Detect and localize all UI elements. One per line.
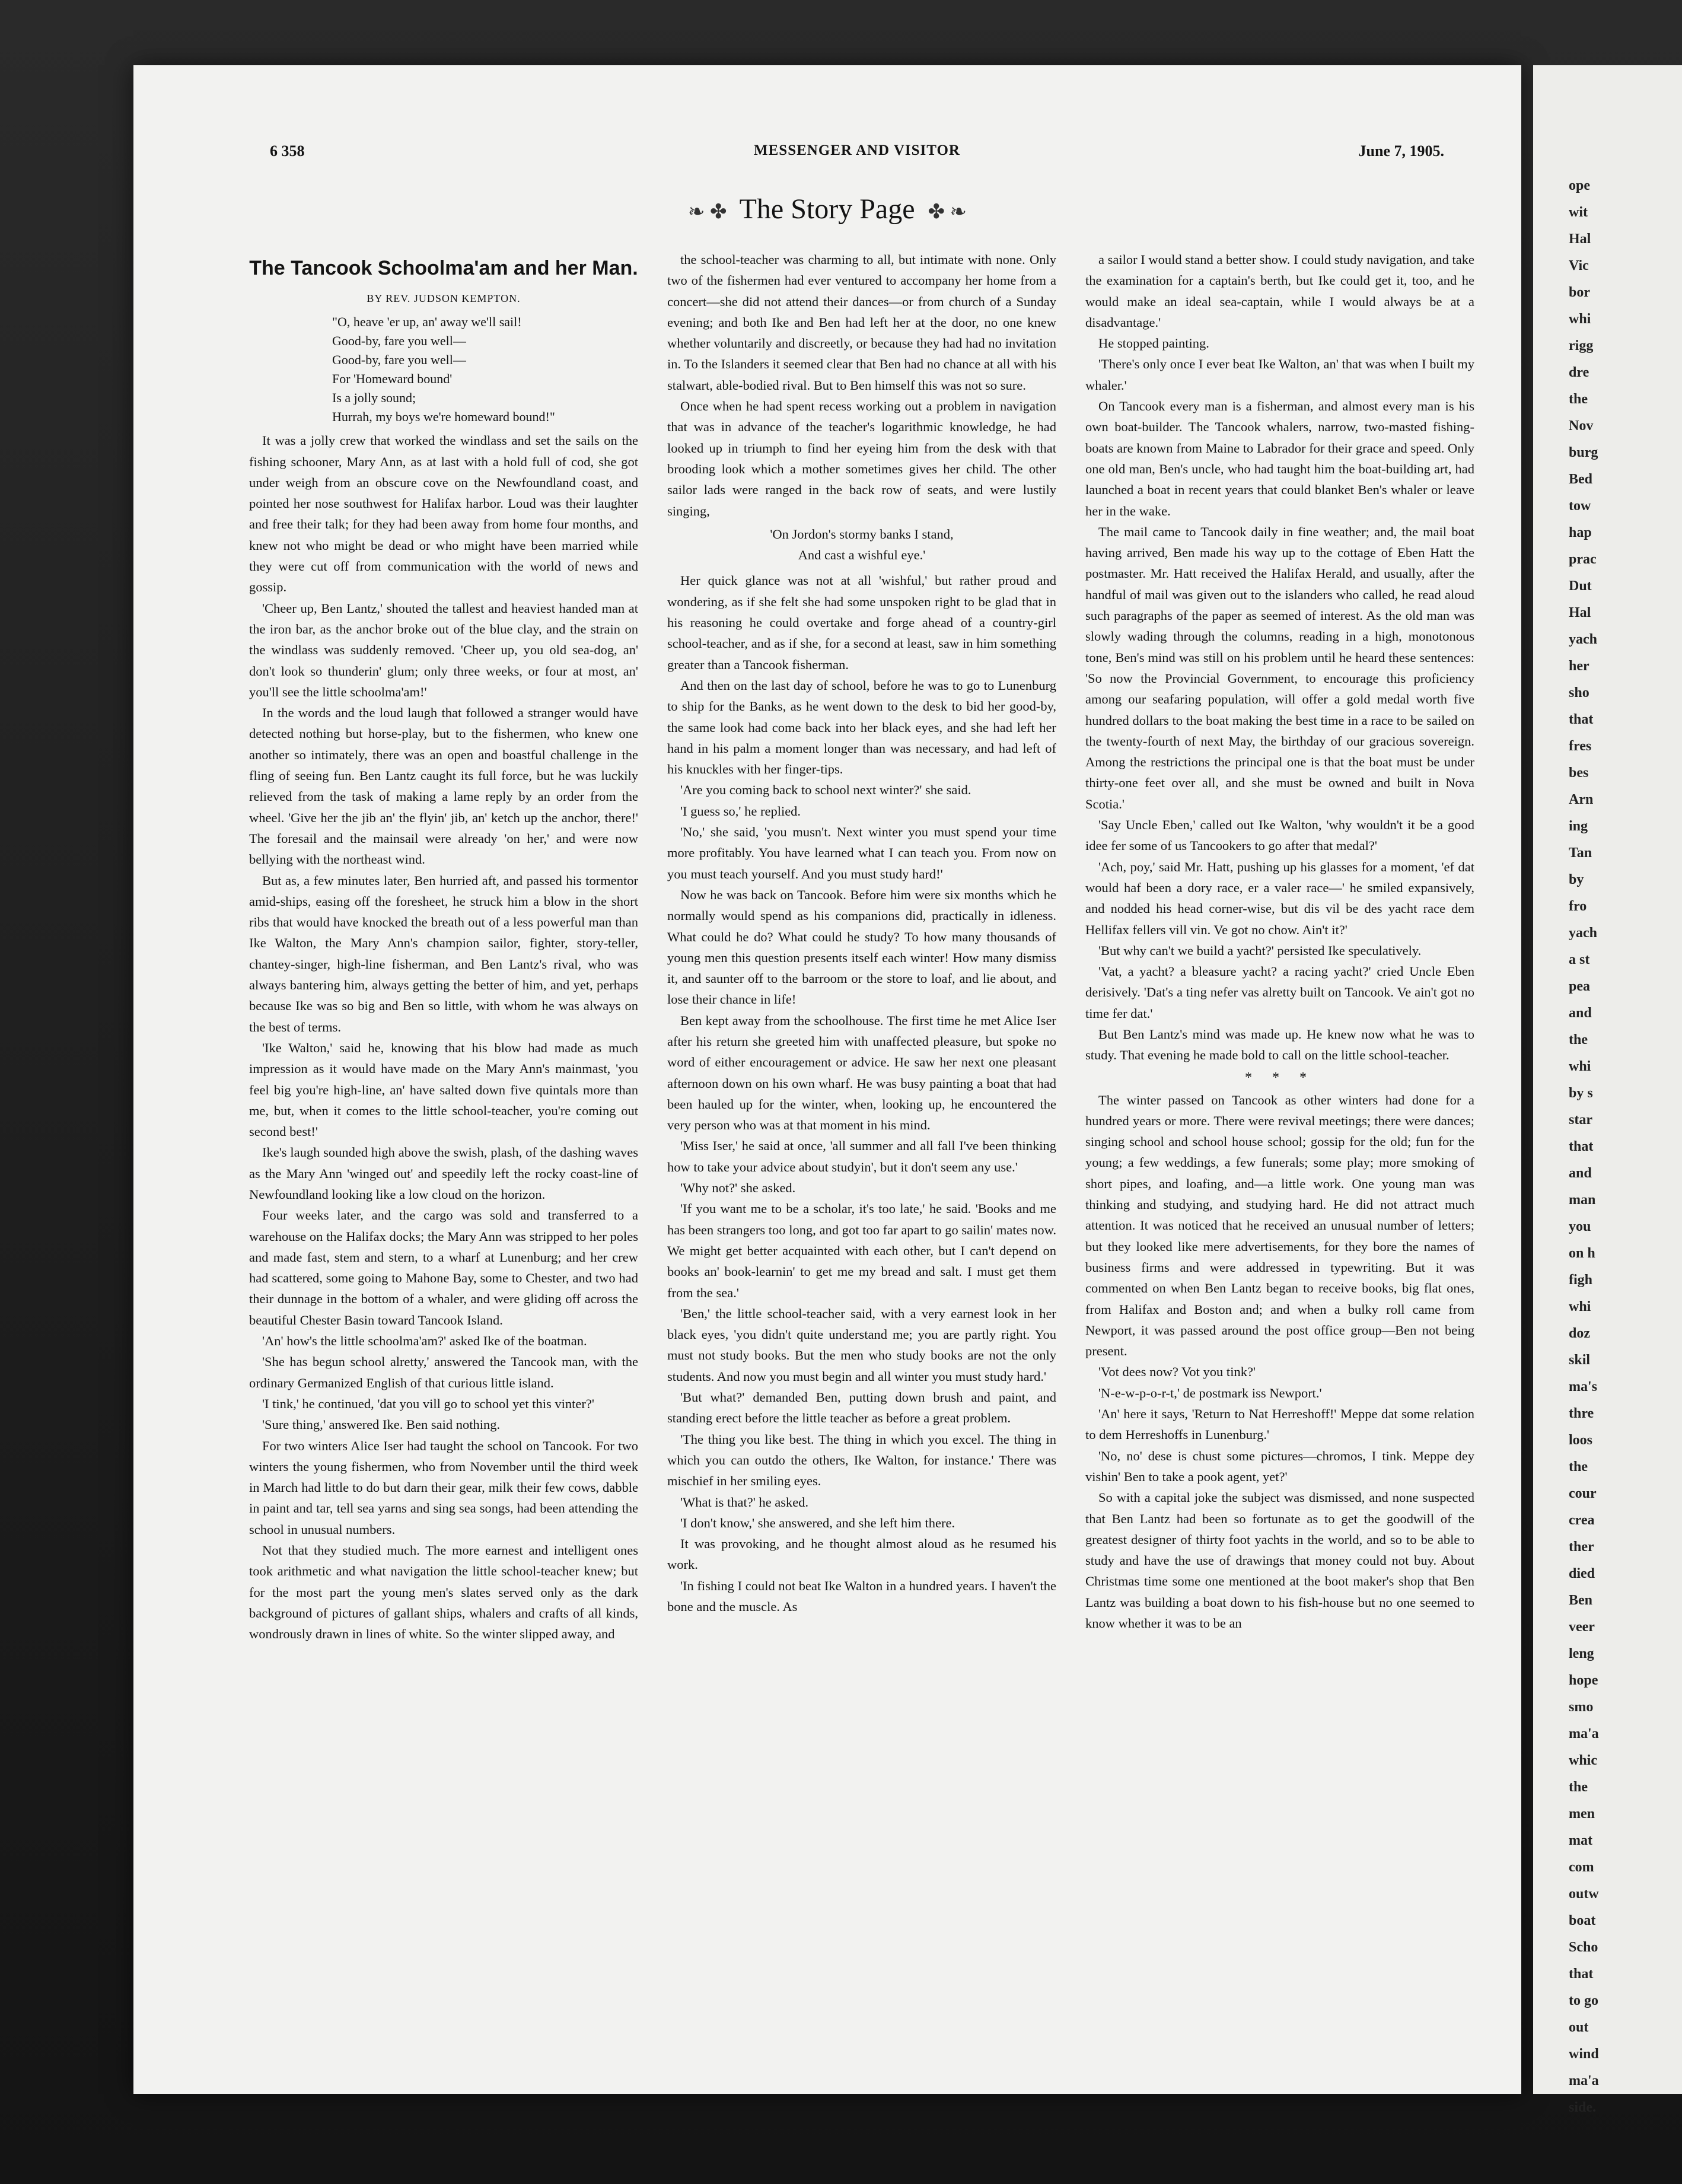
story-paragraph: 'Ike Walton,' said he, knowing that his blow had made as much impression as it would have made on the Mary Ann's mainmast, 'you feel big you're high-line, an' have salted down five quintals more than me, but, when it comes to the little school-teacher, you're coming out second best!': [249, 1040, 638, 1139]
story-paragraph: In the words and the loud laugh that followed a stranger would have detected nothing but horse-play, but to the fishermen, who knew one another so intimately, there was an open and boastful challenge in the fling of seeing fun. Ben Lantz caught its full force, but he was luckily relieved from the task of making a lame reply by an order from the wheel. 'Give her the jib an' the flyin' jib, an' ketch up the anchor, there!' The foresail and the mainsail were already 'on her,' and were now bellying with the northeast wind.: [249, 705, 638, 867]
story-paragraph: 'I don't know,' she answered, and she left him there.: [680, 1515, 955, 1530]
story-paragraph: 'What is that?' he asked.: [680, 1494, 809, 1510]
adjacent-text-fragment: hap: [1569, 525, 1592, 540]
story-paragraph: The mail came to Tancook daily in fine weather; and, the mail boat having arrived, Ben made his way up to the cottage of Eben Hatt the postmaster. Mr. Hatt received the Halifax Herald, and usually, after the handful of mail was given out to the islanders who called, he read aloud such paragraphs of the paper as seemed of interest. As the old man was slowly wading through the columns, reading in a high, monotonous tone, Ben's mind was still on his problem until he heard these sentences: 'So now the Provincial Government, to encourage this proficiency among our seafaring population, will offer a gold medal worth five hundred dollars to the boat making the best time in a race to be sailed on the twenty-fourth of next May, the birthday of our gracious sovereign. Among the restrictions the principal one is that the boat must be under thirty-one feet over all, and she must be owned and built in Nova Scotia.': [1085, 524, 1474, 811]
adjacent-text-fragment: ma'a: [1569, 2073, 1599, 2089]
story-paragraph: 'If you want me to be a scholar, it's too late,' he said. 'Books and me has been strangers too long, and got too far apart to go sailin' mates now. We might get better acquainted with each other, but I can't depend on books an' book-learnin' to get me my bread and salt. I must get them from the sea.': [667, 1201, 1056, 1300]
verse-line: Good-by, fare you well—: [332, 333, 466, 349]
story-paragraph: 'An' here it says, 'Return to Nat Herreshoff!' Meppe dat some relation to dem Herreshoffs in Lunenburg.': [1085, 1406, 1474, 1443]
adjacent-text-fragment: figh: [1569, 1272, 1593, 1288]
adjacent-text-fragment: out: [1569, 2020, 1589, 2035]
story-paragraph: 'Why not?' she asked.: [680, 1180, 796, 1196]
adjacent-text-fragment: whi: [1569, 1299, 1591, 1314]
column-3: [1085, 249, 1474, 2076]
adjacent-text-fragment: skil: [1569, 1352, 1591, 1368]
story-paragraph: 'No, no' dese is chust some pictures—chromos, I tink. Meppe dey vishin' Ben to take a pook agent, yet?': [1085, 1448, 1474, 1484]
story-paragraph: He stopped painting.: [1098, 336, 1209, 351]
adjacent-text-fragment: tow: [1569, 498, 1591, 514]
story-paragraph: On Tancook every man is a fisherman, and almost every man is his own boat-builder. The Tancook whalers, narrow, two-masted fishing-boats are known from Maine to Labrador for their grace and speed. Only one old man, Ben's uncle, who had taught him the boat-building art, had launched a boat in recent years that could blanket Ben's whaler or leave her in the wake.: [1085, 399, 1474, 518]
adjacent-page-edge: [1533, 65, 1682, 2115]
adjacent-text-fragment: whi: [1569, 311, 1591, 327]
adjacent-text-fragment: the: [1569, 1459, 1588, 1475]
story-paragraph: Her quick glance was not at all 'wishful,' but rather proud and wondering, as if she felt she had some unspoken right to be glad that in his reasoning he could overtake and forge ahead of a country-girl school-teacher, and as if she, for a second at least, saw in him something greater than a Tancook fisherman.: [667, 573, 1056, 672]
adjacent-text-fragment: Hal: [1569, 605, 1591, 620]
verse-line: Is a jolly sound;: [332, 390, 416, 406]
adjacent-text-fragment: the: [1569, 391, 1588, 407]
story-paragraph: 'Vat, a yacht? a bleasure yacht? a racing yacht?' cried Uncle Eben derisively. 'Dat's a ting nefer vas alretty built on Tancook. Ve ain't got no time fer dat.': [1085, 964, 1474, 1021]
story-paragraph: 'Sure thing,' answered Ike. Ben said nothing.: [262, 1417, 501, 1432]
section-title: [133, 193, 1521, 225]
adjacent-text-fragment: that: [1569, 712, 1594, 727]
adjacent-text-fragment: wit: [1569, 205, 1588, 220]
adjacent-text-fragment: boat: [1569, 1913, 1596, 1928]
story-paragraph: 'Cheer up, Ben Lantz,' shouted the tallest and heaviest handed man at the iron bar, as the anchor broke out of the blue clay, and the strain on the windlass was suddenly removed. 'Cheer up, you old sea-dog, an' don't look so thunderin' glum; only three weeks, or four at most, an' you'll see the little schoolma'am!': [249, 600, 638, 699]
adjacent-text-fragment: bor: [1569, 285, 1590, 300]
column-3-body: [1085, 249, 1474, 1634]
adjacent-text-fragment: to go: [1569, 1993, 1598, 2008]
adjacent-text-fragment: man: [1569, 1192, 1596, 1208]
column-1: [249, 249, 638, 2076]
adjacent-text-fragment: you: [1569, 1219, 1591, 1234]
story-paragraph: 'Ben,' the little school-teacher said, with a very earnest look in her black eyes, 'you didn't quite understand me; you are partly right. You must not study books. But the men who study books are not the only students. And now you must begin and all winter you must study hard.': [667, 1306, 1056, 1384]
adjacent-text-fragment: veer: [1569, 1619, 1595, 1635]
story-paragraph: 'I tink,' he continued, 'dat you vill go to school yet this vinter?': [262, 1396, 594, 1411]
adjacent-text-fragment: Ben: [1569, 1593, 1593, 1608]
adjacent-text-fragment: that: [1569, 1139, 1594, 1154]
story-paragraph: 'Vot dees now? Vot you tink?': [1098, 1364, 1256, 1380]
masthead: [270, 142, 1444, 178]
verse-line: "O, heave 'er up, an' away we'll sail!: [332, 314, 522, 330]
adjacent-text-fragment: Scho: [1569, 1940, 1598, 1955]
adjacent-text-fragment: prac: [1569, 552, 1597, 567]
byline: BY REV. JUDSON KEMPTON.: [367, 292, 521, 304]
adjacent-text-fragment: thre: [1569, 1406, 1594, 1421]
story-paragraph: 'Are you coming back to school next winter?' she said.: [680, 782, 971, 798]
adjacent-text-fragment: ope: [1569, 178, 1590, 193]
story-paragraph: 'But what?' demanded Ben, putting down brush and paint, and standing erect before the little teacher as before a great problem.: [667, 1390, 1056, 1426]
verse-line: Hurrah, my boys we're homeward bound!": [332, 409, 555, 425]
adjacent-text-fragment: pea: [1569, 979, 1590, 994]
story-paragraph: 'Miss Iser,' he said at once, 'all summer and all fall I've been thinking how to take your advice about studyin', but it don't seem any use.': [667, 1138, 1056, 1174]
adjacent-text-fragment: star: [1569, 1112, 1592, 1128]
story-paragraph: So with a capital joke the subject was dismissed, and none suspected that Ben Lantz had been so fortunate as to get the goodwill of the greatest designer of thirty foot yachts in the world, and so to be able to study and have the use of drawings that money could not buy. About Christmas time some one mentioned at the boot maker's shop that Ben Lantz was building a boat down to his fish-house but no one seemed to know whether it was to be an: [1085, 1490, 1474, 1631]
adjacent-text-fragment: leng: [1569, 1646, 1594, 1661]
section-title-text: The Story Page: [739, 193, 915, 225]
story-paragraph: 'But why can't we build a yacht?' persisted Ike speculatively.: [1098, 943, 1422, 958]
adjacent-text-fragment: whic: [1569, 1753, 1597, 1768]
adjacent-text-fragment: by s: [1569, 1085, 1593, 1101]
adjacent-text-fragment: her: [1569, 658, 1589, 674]
story-paragraph: It was provoking, and he thought almost aloud as he resumed his work.: [667, 1536, 1056, 1572]
column-1-body: [249, 430, 638, 1644]
adjacent-text-fragment: wind: [1569, 2046, 1599, 2062]
story-paragraph: 'N-e-w-p-o-r-t,' de postmark iss Newport.': [1098, 1385, 1322, 1400]
story-paragraph: 'In fishing I could not beat Ike Walton in a hundred years. I haven't the bone and the muscle. As: [667, 1578, 1056, 1614]
adjacent-text-fragment: by: [1569, 872, 1584, 887]
column-2: [667, 249, 1056, 2076]
story-paragraph: Not that they studied much. The more earnest and intelligent ones took arithmetic and what navigation the little school-teacher knew; but for the most part the young men's slates served only as the dark background of pictures of gallant ships, whalers and crafts of all kinds, wondrously drawn in lines of white. So the winter slipped away, and: [249, 1543, 638, 1642]
adjacent-text-fragment: on h: [1569, 1246, 1595, 1261]
adjacent-text-fragment: whi: [1569, 1059, 1591, 1074]
story-paragraph: 'The thing you like best. The thing in which you excel. The thing in which you can outdo the others, Ike Walton, for instance.' There was mischief in her smiling eyes.: [667, 1431, 1056, 1489]
story-paragraph: Ben kept away from the schoolhouse. The first time he met Alice Iser after his return she greeted him with unaffected pleasure, but spoke no word of either encouragement or advice. He saw her next one pleasant afternoon down on his own wharf. He was busy painting a boat that had been hauled up for the winter, when, looking up, he encountered the very person who was at that moment in his mind.: [667, 1013, 1056, 1133]
verse-line: For 'Homeward bound': [332, 371, 453, 387]
verse-line: Good-by, fare you well—: [332, 352, 466, 368]
adjacent-text-fragment: fres: [1569, 738, 1592, 754]
adjacent-text-fragment: bes: [1569, 765, 1589, 781]
story-paragraph: 'Ach, poy,' said Mr. Hatt, pushing up his glasses for a moment, 'ef dat would haf been a dory race, er a valer race—' he smiled expansively, and nodded his head corner-wise, but dis vil be des yacht race dem Hellifax fellers vill vin. Ve got no chow. Ain't it?': [1085, 859, 1474, 937]
adjacent-text-fragment: ther: [1569, 1539, 1594, 1555]
adjacent-text-fragment: Vic: [1569, 258, 1589, 273]
story-paragraph: the school-teacher was charming to all, but intimate with none. Only two of the fishermen had ever ventured to accompany her home from a concert—she did not attend their dances—or from church of a Sunday evening; and both Ike and Ben had left her at the door, no one knew whether voluntarily and discreetly, or because they had had no invitation in. To the Islanders it seemed clear that Ben had no chance at all with his stalwart, able-bodied rival. But to Ben himself this was not so sure.: [667, 252, 1056, 393]
adjacent-text-fragment: rigg: [1569, 338, 1594, 354]
adjacent-text-fragment: ma's: [1569, 1379, 1597, 1395]
story-paragraph: Now he was back on Tancook. Before him were six months which he normally would spend as his companions did, practically in idleness. What could he do? What could he study? To how many thousands of young men this question presents itself each winter! How many dismiss it, and saunter off to the barroom or the store to loaf, and lie about, and lose their chance in life!: [667, 887, 1056, 1007]
flourish-icon: ✤ ❧: [928, 201, 967, 223]
adjacent-text-fragment: burg: [1569, 445, 1598, 460]
story-paragraph: Four weeks later, and the cargo was sold and transferred to a warehouse on the Halifax docks; the Mary Ann was stripped to her poles and made fast, stem and stern, to a wharf at Lunenburg; and her crew had scattered, some going to Mahone Bay, some to Chester, and two had their dunnage in the bottom of a whaler, and were gliding off across the beautiful Chester Basin toward Tancook Island.: [249, 1208, 638, 1327]
story-paragraph: 'She has begun school alretty,' answered the Tancook man, with the ordinary Germanized English of that curious little island.: [249, 1354, 638, 1390]
adjacent-text-fragment: Nov: [1569, 418, 1594, 434]
story-paragraph: 'There's only once I ever beat Ike Walton, an' that was when I built my whaler.': [1085, 356, 1474, 393]
adjacent-text-fragment: cour: [1569, 1486, 1597, 1501]
story-paragraph: a sailor I would stand a better show. I could study navigation, and take the examination for a captain's berth, but Ike could get it, too, and he would make an ideal sea-captain, while I would always be at a disadvantage.': [1085, 252, 1475, 330]
opening-verse: [332, 313, 638, 426]
adjacent-text-fragment: died: [1569, 1566, 1595, 1581]
publication-name: MESSENGER AND VISITOR: [754, 142, 960, 158]
adjacent-text-fragment: yach: [1569, 925, 1597, 941]
adjacent-text-fragment: crea: [1569, 1513, 1595, 1528]
adjacent-text-fragment: side.: [1569, 2100, 1597, 2115]
adjacent-text-fragment: loos: [1569, 1432, 1593, 1448]
adjacent-text-fragment: ing: [1569, 819, 1588, 834]
quoted-hymn: 'On Jordon's stormy banks I stand, And cast a wishful eye.': [770, 526, 954, 563]
adjacent-text-fragment: dre: [1569, 365, 1589, 380]
adjacent-text-fragment: a st: [1569, 952, 1590, 967]
adjacent-text-fragment: smo: [1569, 1699, 1594, 1715]
adjacent-text-fragment: Tan: [1569, 845, 1592, 861]
adjacent-text-fragment: that: [1569, 1966, 1594, 1982]
adjacent-text-fragment: fro: [1569, 899, 1587, 914]
adjacent-text-fragment: mat: [1569, 1833, 1592, 1848]
adjacent-text-fragment: outw: [1569, 1886, 1599, 1902]
story-paragraph: 'An' how's the little schoolma'am?' asked Ike of the boatman.: [262, 1333, 587, 1349]
story-title: The Tancook Schoolma'am and her Man.: [249, 257, 638, 279]
adjacent-text-fragment: ma'a: [1569, 1726, 1599, 1742]
story-columns: [249, 249, 1480, 2076]
adjacent-text-fragment: and: [1569, 1166, 1592, 1181]
section-break: * * *: [1245, 1069, 1315, 1085]
story-paragraph: 'No,' she said, 'you musn't. Next winter you must spend your time more profitably. You have learned what I can teach you. From now on you must teach yourself. And you must study hard!': [667, 824, 1056, 881]
story-paragraph: But Ben Lantz's mind was made up. He knew now what he was to study. That evening he made bold to call on the little school-teacher.: [1085, 1026, 1474, 1063]
adjacent-text-fragment: men: [1569, 1806, 1595, 1822]
adjacent-text-fragment: Dut: [1569, 578, 1592, 594]
adjacent-text-fragment: the: [1569, 1779, 1588, 1795]
adjacent-text-fragment: and: [1569, 1005, 1592, 1021]
story-paragraph: Ike's laugh sounded high above the swish, plash, of the dashing waves as the Mary Ann 'winged out' and speedily left the rocky coast-line of Newfoundland looking like a low cloud on the horizon.: [249, 1145, 638, 1202]
adjacent-text-fragment: Arn: [1569, 792, 1594, 807]
adjacent-text-fragment: Hal: [1569, 231, 1591, 247]
adjacent-text-fragment: doz: [1569, 1326, 1590, 1341]
adjacent-text-fragment: the: [1569, 1032, 1588, 1048]
story-paragraph: 'Say Uncle Eben,' called out Ike Walton, 'why wouldn't it be a good idee fer some of us Tancookers to go after that medal?': [1085, 817, 1474, 854]
story-paragraph: And then on the last day of school, before he was to go to Lunenburg to ship for the Banks, as he went down to the desk to bid her good-by, the same look had come back into her black eyes, and she had left her hand in his palm a moment longer than was necessary, and had left of his knuckles with her finger-tips.: [667, 677, 1056, 777]
adjacent-text-fragment: yach: [1569, 632, 1597, 647]
issue-date: June 7, 1905.: [1358, 142, 1444, 160]
adjacent-text-fragment: Bed: [1569, 472, 1593, 487]
story-paragraph: For two winters Alice Iser had taught the school on Tancook. For two winters the young fishermen, who from November until the third week in March had little to do but darn their gear, milk their few cows, dabble in paint and tar, tell sea yarns and sing sea songs, had been attending the school in unusual numbers.: [249, 1438, 638, 1537]
newspaper-page: [133, 65, 1521, 2094]
flourish-icon: ❧ ✤: [687, 201, 727, 223]
page-number: 6 358: [270, 142, 305, 160]
story-paragraph: The winter passed on Tancook as other winters had done for a hundred years or more. There were revival meetings; there were dances; singing school and school house school; gossip for the old; fun for the young; a few weddings, a few funerals; some play; more smoking of short pipes, and loafing, and—a little work. One young man was thinking and studying, and studying hard. He did not attract much attention. It was noticed that he received an unusual number of letters; but they looked like mere advertisements, for they bore the names of business firms and were addressed in typewriting. But it was commented on when Ben Lantz began to receive books, big flat ones, from Halifax and Boston and; and when a bulky roll came from Newport, it was passed around the post office group—Ben not being present.: [1085, 1092, 1474, 1359]
story-paragraph: Once when he had spent recess working out a problem in navigation that was in advance of the teacher's logarithmic knowledge, he had looked up in triumph to find her eyeing him from the desk with that brooding look which a mother sometimes gives her child. The other sailor lads were ranged in the back row of seats, and were lustily singing,: [667, 399, 1056, 518]
story-paragraph: But as, a few minutes later, Ben hurried aft, and passed his tormentor amid-ships, easing off the foresheet, he struck him a blow in the short ribs that would have knocked the breath out of a less powerful man than Ike Walton, the Mary Ann's champion sailor, fighter, story-teller, chantey-singer, high-line fisherman, and Ben Lantz's rival, who was always bantering him, always getting the better of him, and yet, perhaps because Ike was so big and Ben so little, with whom he was always on the best of terms.: [249, 873, 638, 1034]
story-paragraph: It was a jolly crew that worked the windlass and set the sails on the fishing schooner, Mary Ann, as at last with a hold full of cod, she got under weigh from an obscure cove on the Newfoundland coast, and pointed her nose southwest for Halifax harbor. Loud was their laughter and free their talk; for they had been away from home four months, and knew not who might be dead or who might have been married while they were cut off from communication with the world of news and gossip.: [249, 433, 638, 595]
adjacent-text-fragment: hope: [1569, 1673, 1598, 1688]
column-2-body: [667, 249, 1056, 1617]
adjacent-text-fragment: sho: [1569, 685, 1589, 701]
adjacent-text-fragment: com: [1569, 1860, 1594, 1875]
story-paragraph: 'I guess so,' he replied.: [680, 803, 801, 819]
